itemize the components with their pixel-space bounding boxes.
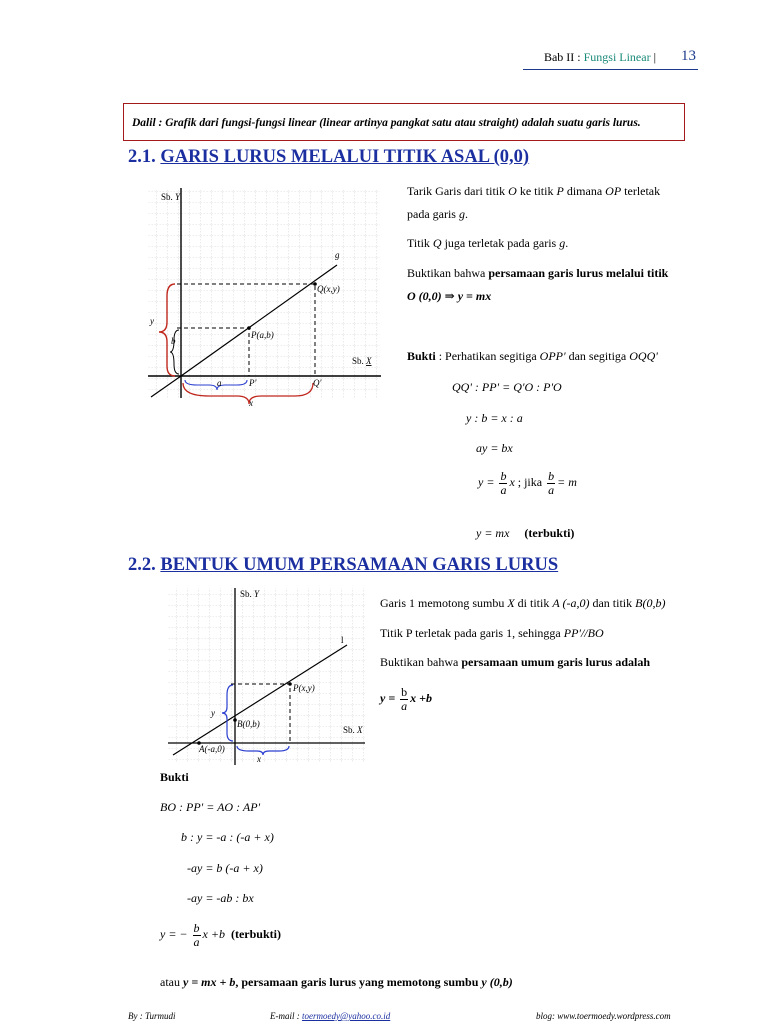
point-p xyxy=(288,682,292,686)
s1-para3-line1: Buktikan bahwa persamaan garis lurus melalui titik xyxy=(407,266,669,280)
s2-eq3: -ay = b (-a + x) xyxy=(187,861,263,875)
s1-para3-line2: O (0,0) ⇒ y = mx xyxy=(407,289,492,303)
label-sb-y: Sb. Y xyxy=(240,589,260,599)
label-y: y xyxy=(211,708,215,718)
header-rule xyxy=(523,69,698,70)
label-q-foot: Q' xyxy=(313,378,322,388)
s2-bukti-label: Bukti xyxy=(160,770,189,784)
header-separator: | xyxy=(653,50,656,64)
fraction-b-over-a: $\frac{b}{a}$ xyxy=(500,469,507,497)
label-g: g xyxy=(335,250,340,260)
label-sb-y: Sb. Y xyxy=(160,192,180,202)
label-q: Q(x,y) xyxy=(317,284,340,294)
footer-author: By : Turmudi xyxy=(128,1011,176,1021)
chapter-label: Bab II : Fungsi Linear | xyxy=(543,50,656,64)
label-sb-x: Sb. X xyxy=(343,725,363,735)
label-b: B(0,b) xyxy=(237,719,260,729)
graph-line-through-origin xyxy=(145,180,385,410)
s2-eq4: -ay = -ab : bx xyxy=(187,891,254,905)
label-p: P(x,y) xyxy=(293,683,315,693)
s2-para3: Buktikan bahwa persamaan umum garis lurus adalah xyxy=(380,655,651,669)
email-link[interactable]: toermoedy@yahoo.co.id xyxy=(302,1011,391,1021)
label-x: x xyxy=(257,754,261,764)
label-y: y xyxy=(150,316,154,326)
s1-para1-line2: pada garis g. xyxy=(407,207,468,221)
label-b: b xyxy=(171,336,176,346)
s1-eq2: y : b = x : a xyxy=(466,411,523,425)
s2-para1: Garis 1 memotong sumbu X di titik A (-a,0) dan titik B(0,b) xyxy=(380,596,666,610)
s1-para2: Titik Q juga terletak pada garis g. xyxy=(407,236,569,250)
s2-result: y = $\frac{b}{a}$ x +b xyxy=(380,685,433,713)
s1-eq4: y = $\frac{b}{a}$ x ; jika $\frac{b}{a}$ = m xyxy=(478,469,577,497)
label-l: l xyxy=(341,635,344,645)
s1-eq5: y = mx (terbukti) xyxy=(476,526,575,540)
s2-atau: atau y = mx + b, persamaan garis lurus yang memotong sumbu y (0,b) xyxy=(160,975,513,989)
label-p: P(a,b) xyxy=(251,330,274,340)
s2-final: y = − $\frac{b}{a}$ x +b (terbukti) xyxy=(160,921,281,949)
label-sb-x: Sb. X xyxy=(352,356,372,366)
graph-grid xyxy=(168,588,366,763)
dalil-box: Dalil : Grafik dari fungsi-fungsi linear (linear artinya pangkat satu atau straight) adalah suatu garis lurus. xyxy=(123,103,685,141)
graph-general-line xyxy=(165,583,370,768)
s2-eq1: BO : PP' = AO : AP' xyxy=(160,800,261,814)
label-a: A(-a,0) xyxy=(199,744,225,754)
section-heading-2-2: 2.2. BENTUK UMUM PERSAMAAN GARIS LURUS xyxy=(128,555,559,575)
label-a: a xyxy=(217,378,222,388)
s2-eq2: b : y = -a : (-a + x) xyxy=(181,830,274,844)
chapter-title: Fungsi Linear xyxy=(583,50,651,64)
page-number: 13 xyxy=(681,48,696,64)
s1-eq3: ay = bx xyxy=(476,441,513,455)
s1-bukti: Bukti : Perhatikan segitiga OPP' dan segitiga OQQ' xyxy=(407,349,658,363)
label-x: x xyxy=(249,398,253,408)
fraction-b-over-a: $\frac{b}{a}$ xyxy=(401,685,408,713)
s1-para1-line1: Tarik Garis dari titik O ke titik P dimana OP terletak xyxy=(407,184,661,198)
graph-grid xyxy=(148,190,380,398)
footer-blog: blog: www.toermoedy.wordpress.com xyxy=(536,1011,671,1021)
footer-email: E-mail : toermoedy@yahoo.co.id xyxy=(270,1011,391,1021)
label-p-foot: P' xyxy=(249,378,257,388)
s1-eq1: QQ' : PP' = Q'O : P'O xyxy=(452,380,562,394)
s2-para2: Titik P terletak pada garis 1, sehingga PP'//BO xyxy=(380,626,604,640)
section-heading-2-1: 2.1. GARIS LURUS MELALUI TITIK ASAL (0,0) xyxy=(128,147,530,167)
